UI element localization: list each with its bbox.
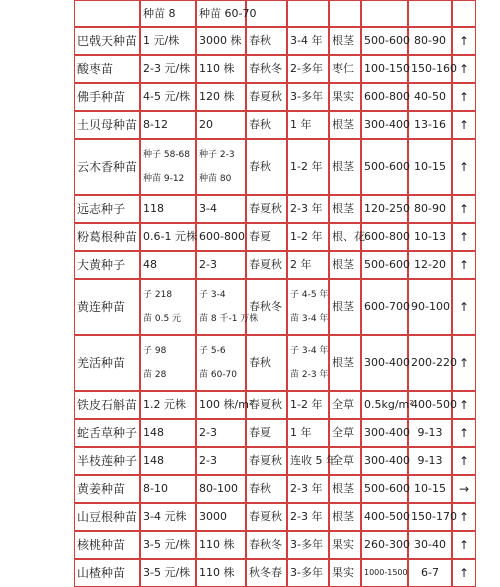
cell-market: 9-13: [408, 447, 452, 475]
cell-period: 2-多年: [287, 55, 329, 83]
cell-part: 果实: [329, 531, 361, 559]
cell-season: 春夏秋: [246, 83, 287, 111]
cell-trend: ↑: [452, 27, 476, 55]
cell-trend: ↑: [452, 139, 476, 195]
cell-name: 酸枣苗: [74, 55, 140, 83]
cell-name: 云木香种苗: [74, 139, 140, 195]
cell-yield: 300-400: [361, 335, 408, 391]
cell-name: [74, 0, 140, 27]
cell-density: 80-100: [196, 475, 246, 503]
cell-price: [140, 335, 196, 391]
cell-name: 黄姜种苗: [74, 475, 140, 503]
cell-season: 春夏: [246, 419, 287, 447]
cell-market: 90-100: [408, 279, 452, 335]
cell-market: 200-220: [408, 335, 452, 391]
table-row: [74, 419, 476, 447]
cell-density: 20: [196, 111, 246, 139]
cell-market: 150-170: [408, 503, 452, 531]
cell-part: 根茎: [329, 139, 361, 195]
cell-season: 春秋: [246, 111, 287, 139]
cell-yield: 500-600: [361, 475, 408, 503]
cell-density: 3-4: [196, 195, 246, 223]
cell-part: 全草: [329, 391, 361, 419]
cell-market: 80-90: [408, 195, 452, 223]
table-row: [74, 83, 476, 111]
cell-part: 根、花: [329, 223, 361, 251]
cell-trend: ↑: [452, 251, 476, 279]
cell-trend: ↑: [452, 223, 476, 251]
cell-period: 3-多年: [287, 83, 329, 111]
cell-market: 9-13: [408, 419, 452, 447]
cell-period: 3-多年: [287, 531, 329, 559]
cell-price: 8-10: [140, 475, 196, 503]
cell-yield: 260-300: [361, 531, 408, 559]
cell-season: 春秋: [246, 139, 287, 195]
cell-trend: ↑: [452, 531, 476, 559]
cell-name: 大黄种子: [74, 251, 140, 279]
cell-density: 600-800: [196, 223, 246, 251]
cell-price: 4-5 元/株: [140, 83, 196, 111]
cell-density: 种苗 60-70: [196, 0, 246, 27]
cell-line: 种苗 80: [199, 174, 232, 184]
cell-price: 118: [140, 195, 196, 223]
cell-price: 0.6-1 元株: [140, 223, 196, 251]
table-row: [74, 139, 476, 195]
cell-trend: ↑: [452, 195, 476, 223]
cell-market: 30-40: [408, 531, 452, 559]
table-row: [74, 55, 476, 83]
cell-line: 种子 58-68: [143, 150, 191, 160]
cell-market: 80-90: [408, 27, 452, 55]
cell-line: 苗 8 千-1 万株: [199, 314, 259, 324]
cell-trend: ↑: [452, 279, 476, 335]
cell-line: 苗 60-70: [199, 370, 238, 380]
cell-market: [408, 0, 452, 27]
table-row: [74, 251, 476, 279]
cell-period: 2-3 年: [287, 475, 329, 503]
cell-price: 148: [140, 447, 196, 475]
cell-price: 1.2 元株: [140, 391, 196, 419]
cell-trend: ↑: [452, 55, 476, 83]
cell-yield: 300-400: [361, 419, 408, 447]
cell-name: 半枝莲种子: [74, 447, 140, 475]
cell-period: 1-2 年: [287, 391, 329, 419]
cell-season: 春秋: [246, 335, 287, 391]
cell-price: [140, 139, 196, 195]
cell-season: 春秋冬: [246, 279, 287, 335]
cell-market: 150-160: [408, 55, 452, 83]
cell-line: 苗 2-3 年: [290, 370, 329, 380]
cell-period: 2 年: [287, 251, 329, 279]
cell-period: 2-3 年: [287, 503, 329, 531]
table-row: [74, 475, 476, 503]
cell-yield: 400-500: [361, 503, 408, 531]
cell-price: 148: [140, 419, 196, 447]
table-row: [74, 531, 476, 559]
cell-line: 种苗 9-12: [143, 174, 185, 184]
table-row: [74, 0, 476, 27]
cell-yield: 120-250: [361, 195, 408, 223]
cell-yield: 600-700: [361, 279, 408, 335]
cell-market: 10-15: [408, 475, 452, 503]
cell-density: 120 株: [196, 83, 246, 111]
cell-market: 400-500: [408, 391, 452, 419]
cell-line: 子 218: [143, 290, 173, 300]
cell-yield: 500-600: [361, 251, 408, 279]
table-row: [74, 27, 476, 55]
cell-yield: 1000-1500: [361, 559, 408, 587]
cell-price: 3-5 元/株: [140, 559, 196, 587]
cell-market: 40-50: [408, 83, 452, 111]
cell-price: [140, 279, 196, 335]
cell-density: 100 株/m²: [196, 391, 246, 419]
cell-market: 10-13: [408, 223, 452, 251]
cell-density: [196, 139, 246, 195]
cell-price: 种苗 8: [140, 0, 196, 27]
cell-period: 1 年: [287, 111, 329, 139]
cell-season: 春夏秋: [246, 251, 287, 279]
cell-period: 1 年: [287, 419, 329, 447]
cell-yield: 300-400: [361, 111, 408, 139]
cell-part: 果实: [329, 83, 361, 111]
cell-name: 蛇舌草种子: [74, 419, 140, 447]
cell-part: 根茎: [329, 111, 361, 139]
cell-yield: 0.5kg/m²: [361, 391, 408, 419]
cell-price: 8-12: [140, 111, 196, 139]
cell-period: [287, 335, 329, 391]
cell-line: 苗 28: [143, 370, 167, 380]
table-row: [74, 447, 476, 475]
cell-season: 春秋冬: [246, 531, 287, 559]
cell-part: 根茎: [329, 475, 361, 503]
cell-price: 3-4 元株: [140, 503, 196, 531]
cell-density: 2-3: [196, 447, 246, 475]
cell-season: 春夏: [246, 223, 287, 251]
cell-period: [287, 279, 329, 335]
cell-period: 3-多年: [287, 559, 329, 587]
cell-name: 粉葛根种苗: [74, 223, 140, 251]
table-row: [74, 279, 476, 335]
cell-trend: ↑: [452, 83, 476, 111]
cell-density: 3000 株: [196, 27, 246, 55]
cell-trend: ↑: [452, 111, 476, 139]
cell-name: 黄连种苗: [74, 279, 140, 335]
cell-yield: 300-400: [361, 447, 408, 475]
cell-season: 春秋冬: [246, 55, 287, 83]
cell-part: 根茎: [329, 195, 361, 223]
cell-period: 2-3 年: [287, 195, 329, 223]
cell-name: 山豆根种苗: [74, 503, 140, 531]
cell-name: 核桃种苗: [74, 531, 140, 559]
cell-trend: ↑: [452, 391, 476, 419]
cell-part: 根茎: [329, 279, 361, 335]
cell-line: 苗 0.5 元: [143, 314, 182, 324]
cell-season: 春夏秋: [246, 503, 287, 531]
cell-price: 3-5 元/株: [140, 531, 196, 559]
cell-period: 连收 5 年: [287, 447, 329, 475]
cell-density: 2-3: [196, 419, 246, 447]
cell-trend: →: [452, 475, 476, 503]
herb-seedling-price-table: [74, 0, 476, 587]
table-row: [74, 335, 476, 391]
cell-part: 根茎: [329, 503, 361, 531]
cell-trend: ↑: [452, 447, 476, 475]
cell-trend: ↑: [452, 419, 476, 447]
cell-season: 春夏秋: [246, 195, 287, 223]
cell-density: [196, 279, 259, 335]
cell-name: 山楂种苗: [74, 559, 140, 587]
cell-season: 春秋: [246, 27, 287, 55]
cell-yield: 100-150: [361, 55, 408, 83]
cell-price: 2-3 元/株: [140, 55, 196, 83]
cell-line: 子 4-5 年: [290, 290, 329, 300]
cell-part: 枣仁: [329, 55, 361, 83]
cell-line: 子 98: [143, 346, 167, 356]
cell-yield: 600-800: [361, 83, 408, 111]
cell-line: 子 3-4: [199, 290, 226, 300]
cell-part: 根茎: [329, 251, 361, 279]
cell-period: 1-2 年: [287, 139, 329, 195]
cell-density: [196, 335, 246, 391]
cell-density: 110 株: [196, 55, 246, 83]
cell-line: 子 5-6: [199, 346, 226, 356]
cell-yield: 500-600: [361, 139, 408, 195]
cell-name: 羌活种苗: [74, 335, 140, 391]
cell-part: 根茎: [329, 335, 361, 391]
cell-name: 土贝母种苗: [74, 111, 140, 139]
cell-period: [287, 0, 329, 27]
cell-period: 1-2 年: [287, 223, 329, 251]
cell-line: 种子 2-3: [199, 150, 235, 160]
cell-trend: ↑: [452, 559, 476, 587]
cell-part: 全草: [329, 447, 361, 475]
cell-name: 巴戟天种苗: [74, 27, 140, 55]
cell-name: 佛手种苗: [74, 83, 140, 111]
cell-yield: [361, 0, 408, 27]
cell-season: 春秋: [246, 475, 287, 503]
table-row: [74, 503, 476, 531]
cell-part: 果实: [329, 559, 361, 587]
cell-season: 秋冬春: [246, 559, 287, 587]
cell-name: 铁皮石斛苗: [74, 391, 140, 419]
cell-season: 春夏秋: [246, 391, 287, 419]
cell-yield: 600-800: [361, 223, 408, 251]
table-row: [74, 391, 476, 419]
cell-line: 子 3-4 年: [290, 346, 329, 356]
cell-period: 3-4 年: [287, 27, 329, 55]
cell-yield: 500-600: [361, 27, 408, 55]
table-row: [74, 111, 476, 139]
cell-market: 6-7: [408, 559, 452, 587]
table-row: [74, 559, 476, 587]
cell-trend: ↑: [452, 503, 476, 531]
cell-market: 13-16: [408, 111, 452, 139]
cell-part: 全草: [329, 419, 361, 447]
cell-line: 苗 3-4 年: [290, 314, 329, 324]
cell-part: 根茎: [329, 27, 361, 55]
cell-price: 1 元/株: [140, 27, 196, 55]
cell-density: 110 株: [196, 531, 246, 559]
cell-density: 2-3: [196, 251, 246, 279]
cell-part: [329, 0, 361, 27]
cell-season: 春夏秋: [246, 447, 287, 475]
cell-name: 远志种子: [74, 195, 140, 223]
cell-trend: [452, 0, 476, 27]
table-row: [74, 223, 476, 251]
cell-density: 3000: [196, 503, 246, 531]
table-row: [74, 195, 476, 223]
cell-trend: ↑: [452, 335, 476, 391]
cell-market: 10-15: [408, 139, 452, 195]
cell-market: 12-20: [408, 251, 452, 279]
cell-price: 48: [140, 251, 196, 279]
cell-density: 110 株: [196, 559, 246, 587]
